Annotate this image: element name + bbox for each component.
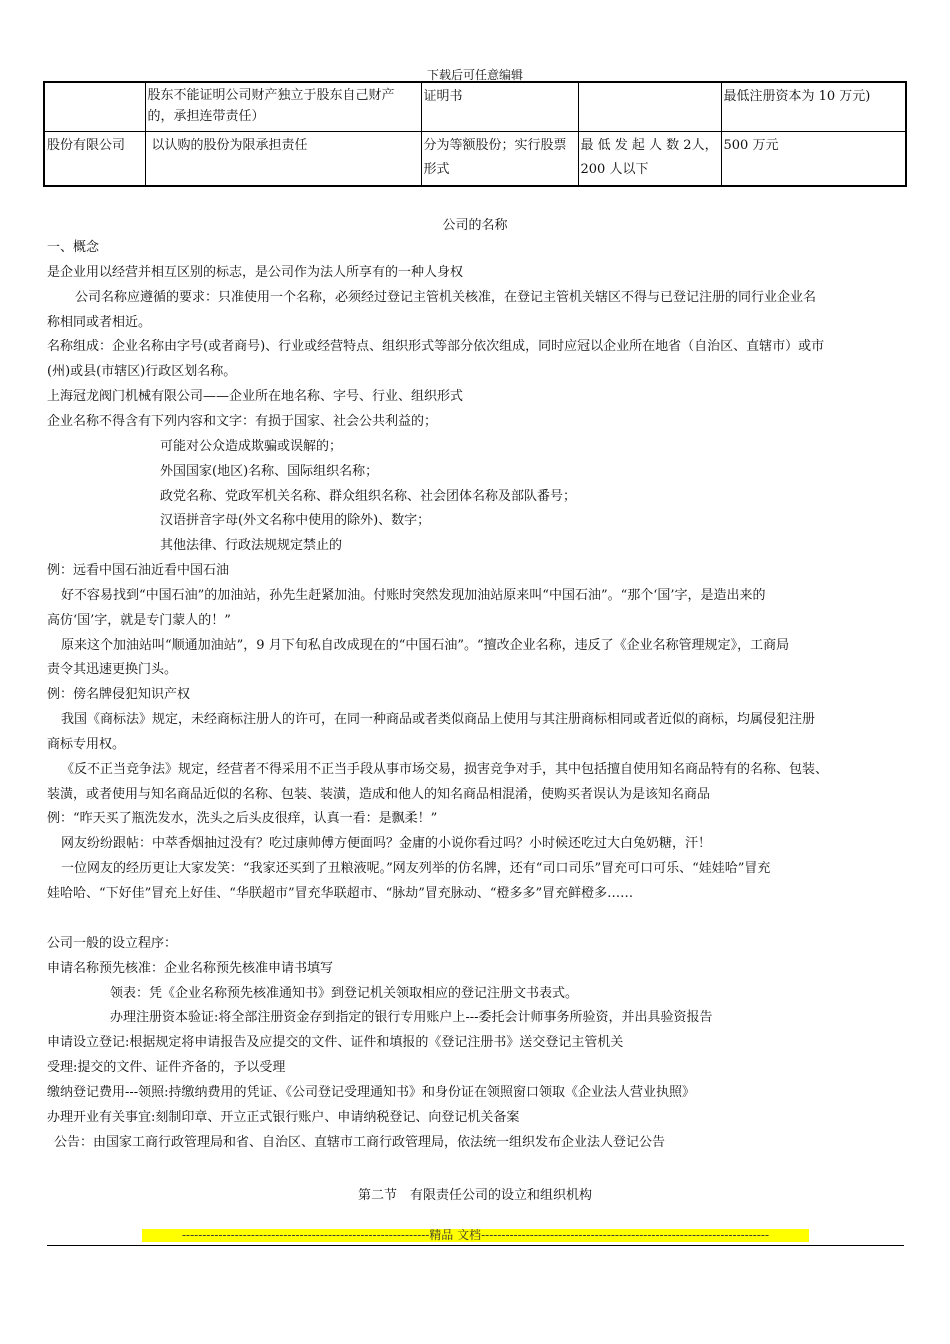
table-cell bbox=[44, 82, 145, 131]
text-line: 网友纷纷跟帖：中萃香烟抽过没有？吃过康帅傅方便面吗？金庸的小说你看过吗？小时候还吃过大白兔奶糖，汗！ bbox=[61, 836, 712, 851]
text-line: 申请设立登记:根据规定将申请报告及应提交的文件、证件和填报的《登记注册书》送交登记主管机关 bbox=[47, 1035, 624, 1050]
table-cell: 以认购的股份为限承担责任 bbox=[145, 131, 421, 186]
text-line: 是企业用以经营并相互区别的标志，是公司作为法人所享有的一种人身权 bbox=[47, 265, 464, 280]
footer-banner: -------------------------------------------------------------精品 文档----------------------------------------------------------------------- bbox=[142, 1229, 809, 1242]
text-line: 商标专用权。 bbox=[47, 737, 126, 752]
text-line: 公告：由国家工商行政管理局和省、自治区、直辖市工商行政管理局，依法统一组织发布企业法人登记公告 bbox=[54, 1135, 666, 1150]
text-line: 我国《商标法》规定，未经商标注册人的许可，在同一种商品或者类似商品上使用与其注册商标相同或者近似的商标，均属侵犯注册 bbox=[61, 712, 816, 727]
text-line: 高仿‘国’字，就是专门蒙人的！” bbox=[47, 613, 231, 628]
section-title: 第二节 有限责任公司的设立和组织机构 bbox=[357, 1188, 592, 1203]
footer-divider bbox=[47, 1245, 904, 1246]
text-line: 可能对公众造成欺骗或误解的； bbox=[160, 439, 343, 454]
text-line: 例：“昨天买了瓶洗发水，洗头之后头皮很痒，认真一看：是飘柔！” bbox=[47, 811, 438, 826]
heading-company-name: 公司的名称 bbox=[442, 218, 508, 233]
text-line: 政党名称、党政军机关名称、群众组织名称、社会团体名称及部队番号； bbox=[160, 489, 577, 504]
table-cell: 最 低 发 起 人 数 2人，200 人以下 bbox=[578, 131, 721, 186]
text-line: 原来这个加油站叫“顺通加油站”，9 月下旬私自改成现在的“中国石油”。“擅改企业名称，违反了《企业名称管理规定》，工商局 bbox=[61, 638, 790, 653]
text-line: 一、概念 bbox=[47, 240, 100, 255]
text-line: 办理开业有关事宜:刻制印章、开立正式银行账户、申请纳税登记、向登记机关备案 bbox=[47, 1110, 520, 1125]
text-line: 好不容易找到“中国石油”的加油站，孙先生赶紧加油。付账时突然发现加油站原来叫“中国石油”。“那个‘国’字，是造出来的 bbox=[61, 588, 766, 603]
table-cell: 证明书 bbox=[421, 82, 578, 131]
table-cell: 分为等额股份；实行股票形式 bbox=[421, 131, 578, 186]
text-line: 《反不正当竞争法》规定，经营者不得采用不正当手段从事市场交易，损害竞争对手，其中包括擅自使用知名商品特有的名称、包装、 bbox=[61, 762, 829, 777]
text-line: 称相同或者相近。 bbox=[47, 315, 152, 330]
table-cell: 最低注册资本为 10 万元) bbox=[721, 82, 906, 131]
text-line: 责令其迅速更换门头。 bbox=[47, 662, 178, 677]
table-row bbox=[44, 131, 906, 186]
table-cell bbox=[578, 82, 721, 131]
text-line: 领表：凭《企业名称预先核准通知书》到登记机关领取相应的登记注册文书表式。 bbox=[110, 986, 579, 1001]
table-row bbox=[44, 82, 906, 131]
text-line: 企业名称不得含有下列内容和文字：有损于国家、社会公共利益的； bbox=[47, 414, 438, 429]
text-line: 公司一般的设立程序： bbox=[47, 936, 178, 951]
table-cell: 股东不能证明公司财产独立于股东自己财产的，承担连带责任） bbox=[145, 82, 421, 131]
text-line: 例：傍名牌侵犯知识产权 bbox=[47, 687, 191, 702]
text-line: 娃哈哈、“下好佳”冒充上好佳、“华朕超市”冒充华联超市、“脉劫”冒充脉动、“橙多多”冒充鲜橙多…… bbox=[47, 886, 634, 901]
header-note: 下载后可任意编辑 bbox=[426, 68, 523, 82]
text-line: 一位网友的经历更让大家发笑：“我家还买到了丑粮液呢。”网友列举的仿名牌，还有“司口司乐”冒充可口可乐、“娃娃哈”冒充 bbox=[61, 861, 771, 876]
text-line: 名称组成：企业名称由字号(或者商号)、行业或经营特点、组织形式等部分依次组成，同时应冠以企业所在地省（自治区、直辖市）或市 bbox=[47, 339, 825, 354]
company-type-table bbox=[43, 81, 907, 187]
text-line: 上海冠龙阀门机械有限公司——企业所在地名称、字号、行业、组织形式 bbox=[47, 389, 464, 404]
text-line: 汉语拼音字母(外文名称中使用的除外)、数字； bbox=[160, 513, 431, 528]
text-line: 其他法律、行政法规规定禁止的 bbox=[160, 538, 343, 553]
text-line: 例：远看中国石油近看中国石油 bbox=[47, 563, 230, 578]
text-line: 公司名称应遵循的要求：只准使用一个名称，必须经过登记主管机关核准，在登记主管机关辖区不得与已登记注册的同行业企业名 bbox=[75, 290, 817, 305]
text-line: 申请名称预先核准：企业名称预先核准申请书填写 bbox=[47, 961, 334, 976]
table-cell: 股份有限公司 bbox=[44, 131, 145, 186]
text-line: 受理:提交的文件、证件齐备的，予以受理 bbox=[47, 1060, 286, 1075]
text-line: 办理注册资本验证:将全部注册资金存到指定的银行专用账户上---委托会计师事务所验资，并出具验资报告 bbox=[110, 1010, 713, 1025]
text-line: 缴纳登记费用---领照:持缴纳费用的凭证、《公司登记受理通知书》和身份证在领照窗口领取《企业法人营业执照》 bbox=[47, 1085, 696, 1100]
text-line: 装潢，或者使用与知名商品近似的名称、包装、装潢，造成和他人的知名商品相混淆，使购买者误认为是该知名商品 bbox=[47, 787, 711, 802]
text-line: 外国国家(地区)名称、国际组织名称； bbox=[160, 464, 379, 479]
text-line: (州)或县(市辖区)行政区划名称。 bbox=[47, 364, 237, 379]
table-cell: 500 万元 bbox=[721, 131, 906, 186]
